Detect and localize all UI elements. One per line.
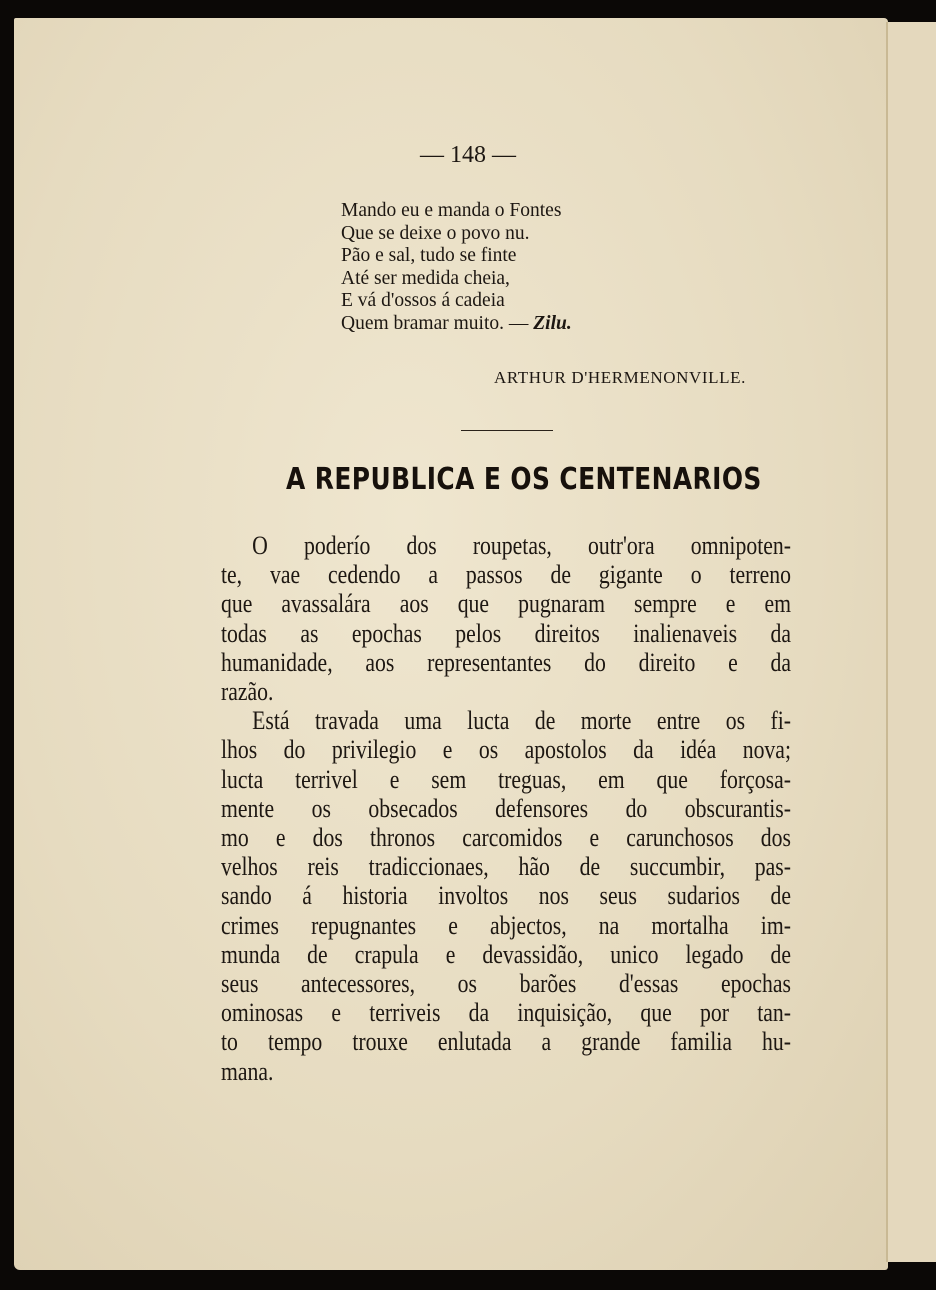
text-line-content: to tempo trouxe enlutada a grande familia hu- (221, 1026, 791, 1057)
poem-line: Pão e sal, tudo se finte (341, 245, 517, 267)
text-line-content: ominosas e terriveis da inquisição, que por tan- (221, 997, 791, 1028)
section-divider (461, 430, 553, 431)
text-line (221, 1057, 791, 1086)
poem-signature: Zilu. (533, 312, 572, 334)
text-line (221, 823, 791, 852)
poem-line: Mando eu e manda o Fontes (341, 200, 562, 221)
text-line (221, 765, 791, 794)
text-line-content: lhos do privilegio e os apostolos da idéa nova; (221, 734, 791, 765)
author-name: ARTHUR D'HERMENONVILLE. (494, 368, 746, 387)
text-line-content: seus antecessores, os barões d'essas epochas (221, 968, 791, 999)
text-line (221, 998, 791, 1027)
text-line-content: velhos reis tradiccionaes, hão de succumbir, pas- (221, 851, 791, 882)
text-line-content: te, vae cedendo a passos de gigante o terreno (221, 559, 791, 590)
text-line-content: mo e dos thronos carcomidos e carunchosos dos (221, 822, 791, 853)
text-line-content: lucta terrivel e sem treguas, em que forçosa- (221, 763, 791, 794)
text-line-content: mana. (221, 1055, 274, 1086)
text-line-content: que avassalára aos que pugnaram sempre e em (221, 588, 791, 619)
text-line (221, 911, 791, 940)
text-line (221, 852, 791, 881)
poem-line-last (341, 313, 701, 336)
text-line (221, 560, 791, 589)
page-number: — 148 — (420, 142, 516, 168)
text-line-content: sando á historia involtos nos seus sudarios de (221, 880, 791, 911)
poem-line: Que se deixe o povo nu. (341, 222, 530, 244)
text-line (221, 940, 791, 969)
poem-line-text: Quem bramar muito. — (341, 312, 529, 334)
poem-line: Até ser medida cheia, (341, 267, 510, 289)
article-body (221, 531, 791, 1086)
text-line-content: humanidade, aos representantes do direito e da (221, 646, 791, 677)
paragraph-1 (221, 531, 791, 706)
poem-line: E vá d'ossos á cadeia (341, 290, 505, 312)
text-line (221, 619, 791, 648)
text-line-content: crimes repugnantes e abjectos, na mortalha im- (221, 909, 791, 940)
text-line-content: razão. (221, 676, 274, 707)
text-line (221, 648, 791, 677)
paragraph-2 (221, 706, 791, 1086)
section-title: A REPUBLICA E OS CENTENARIOS (286, 462, 762, 497)
text-line-content: Está travada uma lucta de morte entre os fi- (252, 705, 791, 736)
text-line-content: O poderío dos roupetas, outr'ora omnipoten- (252, 530, 791, 560)
text-line (221, 677, 791, 706)
text-line (221, 1027, 791, 1056)
poem (341, 200, 701, 336)
text-line (221, 794, 791, 823)
adjacent-page-edge (886, 22, 936, 1262)
text-line (221, 969, 791, 998)
text-line-content: munda de crapula e devassidão, unico legado de (221, 938, 791, 969)
text-line (221, 735, 791, 764)
text-line-content: todas as epochas pelos direitos inalienaveis da (221, 617, 791, 648)
text-line-content: mente os obsecados defensores do obscurantis- (221, 792, 791, 823)
text-line (221, 589, 791, 618)
text-line (221, 881, 791, 910)
text-line (221, 531, 791, 560)
text-line (221, 706, 791, 735)
